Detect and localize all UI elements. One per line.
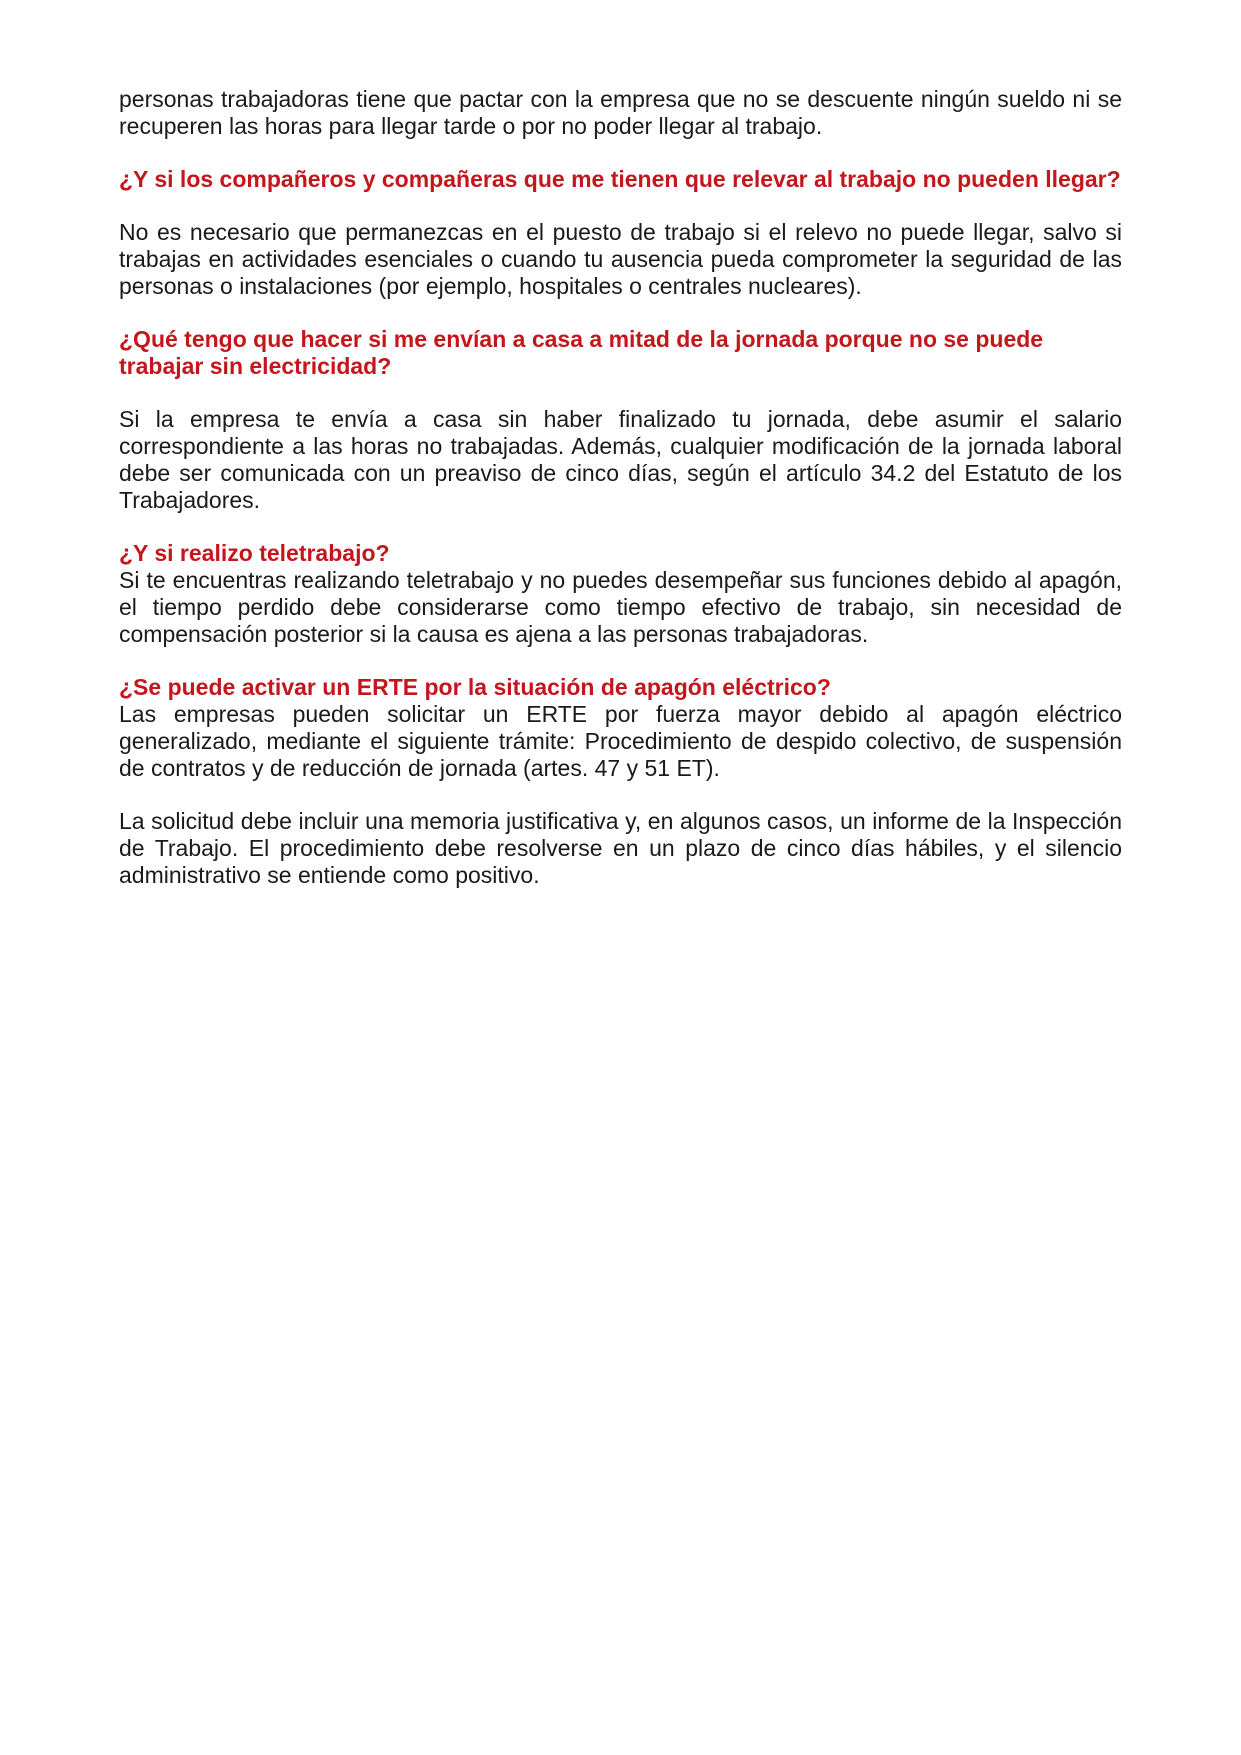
section-heading-teletrabajo: ¿Y si realizo teletrabajo?	[119, 540, 390, 566]
section-heading-erte: ¿Se puede activar un ERTE por la situación de apagón eléctrico?	[119, 674, 831, 700]
intro-paragraph: personas trabajadoras tiene que pactar con la empresa que no se descuente ningún sueldo ni se recuperen las horas para llegar tarde o por no poder llegar al trabajo.	[119, 86, 1122, 139]
section-paragraph-erte-2: La solicitud debe incluir una memoria justificativa y, en algunos casos, un informe de la Inspección de Trabajo. El procedimiento debe resolverse en un plazo de cinco días hábiles, y el silencio administrativo se entiende como positivo.	[119, 808, 1122, 888]
section-paragraph-relevo: No es necesario que permanezcas en el puesto de trabajo si el relevo no puede llegar, salvo si trabajas en actividades esenciales o cuando tu ausencia pueda comprometer la seguridad de las personas o instalaciones (por ejemplo, hospitales o centrales nucleares).	[119, 219, 1122, 299]
section-paragraph-teletrabajo: Si te encuentras realizando teletrabajo y no puedes desempeñar sus funciones debido al apagón, el tiempo perdido debe considerarse como tiempo efectivo de trabajo, sin necesidad de compensación posterior si la causa es ajena a las personas trabajadoras.	[119, 567, 1122, 647]
section-paragraph-envio-casa: Si la empresa te envía a casa sin haber finalizado tu jornada, debe asumir el salario correspondiente a las horas no trabajadas. Además, cualquier modificación de la jornada laboral debe ser comunicada con un preaviso de cinco días, según el artículo 34.2 del Estatuto de los Trabajadores.	[119, 406, 1122, 513]
document-page	[119, 86, 1122, 889]
section-paragraph-erte-1: Las empresas pueden solicitar un ERTE por fuerza mayor debido al apagón eléctrico generalizado, mediante el siguiente trámite: Procedimiento de despido colectivo, de suspensión de contratos y de reducción de jornada (artes. 47 y 51 ET).	[119, 701, 1122, 781]
section-heading-relevo: ¿Y si los compañeros y compañeras que me tienen que relevar al trabajo no pueden llegar?	[119, 166, 1121, 192]
section-heading-envio-casa: ¿Qué tengo que hacer si me envían a casa a mitad de la jornada porque no se puede trabajar sin electricidad?	[119, 326, 1044, 379]
